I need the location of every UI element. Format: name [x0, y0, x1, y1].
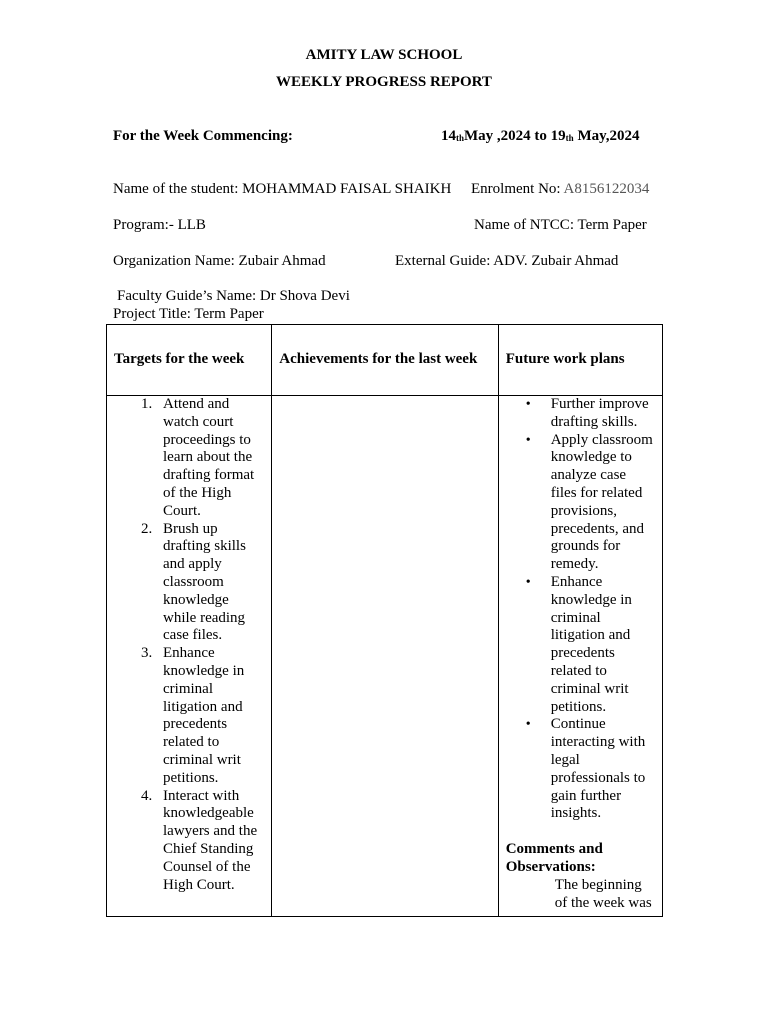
list-item: [499, 396, 655, 432]
list-item: [499, 716, 655, 823]
organization-name: Organization Name: Zubair Ahmad: [113, 253, 326, 269]
bullet-icon: •: [525, 397, 531, 412]
table-header-row: [107, 325, 663, 396]
list-item: [499, 574, 655, 716]
project-title: Project Title: Term Paper: [113, 306, 264, 322]
week-start-suffix: th: [456, 133, 465, 143]
achievements-cell: [272, 396, 498, 917]
list-text: Continue interacting with legal professionals to gain further insights.: [550, 716, 646, 822]
list-text: Brush up drafting skills and apply classroom knowledge while reading case files.: [163, 520, 246, 644]
enrolment: [471, 180, 649, 198]
bullet-icon: •: [525, 574, 531, 590]
list-text: Further improve drafting skills.: [550, 396, 649, 430]
program: Program:- LLB: [113, 217, 206, 233]
school-title: AMITY LAW SCHOOL: [305, 47, 463, 63]
comments-text: The beginning of the week was: [554, 876, 652, 911]
bullet-icon: •: [525, 717, 531, 733]
list-text: Interact with knowledgeable lawyers and the Chief Standing Counsel of the High Court.: [163, 787, 258, 893]
enrolment-value: A8156122034: [563, 181, 650, 197]
enrolment-label: Enrolment No:: [471, 181, 564, 197]
list-item: [107, 521, 263, 646]
faculty-guide: Faculty Guide’s Name: Dr Shova Devi: [117, 288, 350, 304]
list-number: 1.: [141, 396, 153, 412]
week-label: For the Week Commencing:: [113, 128, 293, 144]
list-text: Enhance knowledge in criminal litigation and precedents related to criminal writ petitions.: [163, 645, 245, 786]
week-start-day: 14: [441, 128, 456, 144]
week-end-rest: May,2024: [573, 128, 640, 144]
table-body-row: [107, 396, 663, 917]
list-text: Apply classroom knowledge to analyze case files for related provisions, precedents, and grounds for remedy.: [550, 431, 653, 573]
bullet-icon: •: [525, 432, 531, 448]
list-text: Attend and watch court proceedings to learn about the drafting format of the High Court.: [163, 396, 255, 519]
header-plans: Future work plans: [498, 325, 662, 396]
progress-table: [106, 324, 663, 917]
targets-cell: [107, 396, 272, 917]
week-dates: [441, 127, 640, 146]
list-number: 4.: [141, 787, 153, 804]
list-item: [107, 788, 263, 895]
week-start-rest: May ,2024 to 19: [464, 128, 566, 144]
ntcc-name: Name of NTCC: Term Paper: [474, 217, 647, 233]
list-item: [499, 432, 655, 574]
list-item: [107, 645, 263, 787]
report-title: WEEKLY PROGRESS REPORT: [276, 74, 492, 90]
plans-list: [499, 396, 662, 823]
external-guide: External Guide: ADV. Zubair Ahmad: [395, 253, 619, 269]
header-targets: Targets for the week: [107, 325, 272, 396]
list-text: Enhance knowledge in criminal litigation and precedents related to criminal writ petitions.: [550, 573, 632, 715]
header-achievements: Achievements for the last week: [272, 325, 498, 396]
plans-cell: [498, 396, 662, 917]
list-number: 2.: [141, 520, 153, 537]
list-item: [107, 396, 263, 521]
week-end-suffix: th: [565, 133, 574, 143]
targets-list: [107, 396, 271, 894]
student-name: Name of the student: MOHAMMAD FAISAL SHAIKH: [113, 181, 452, 197]
list-number: 3.: [141, 645, 153, 662]
comments-heading: Comments and Observations:: [505, 841, 603, 875]
